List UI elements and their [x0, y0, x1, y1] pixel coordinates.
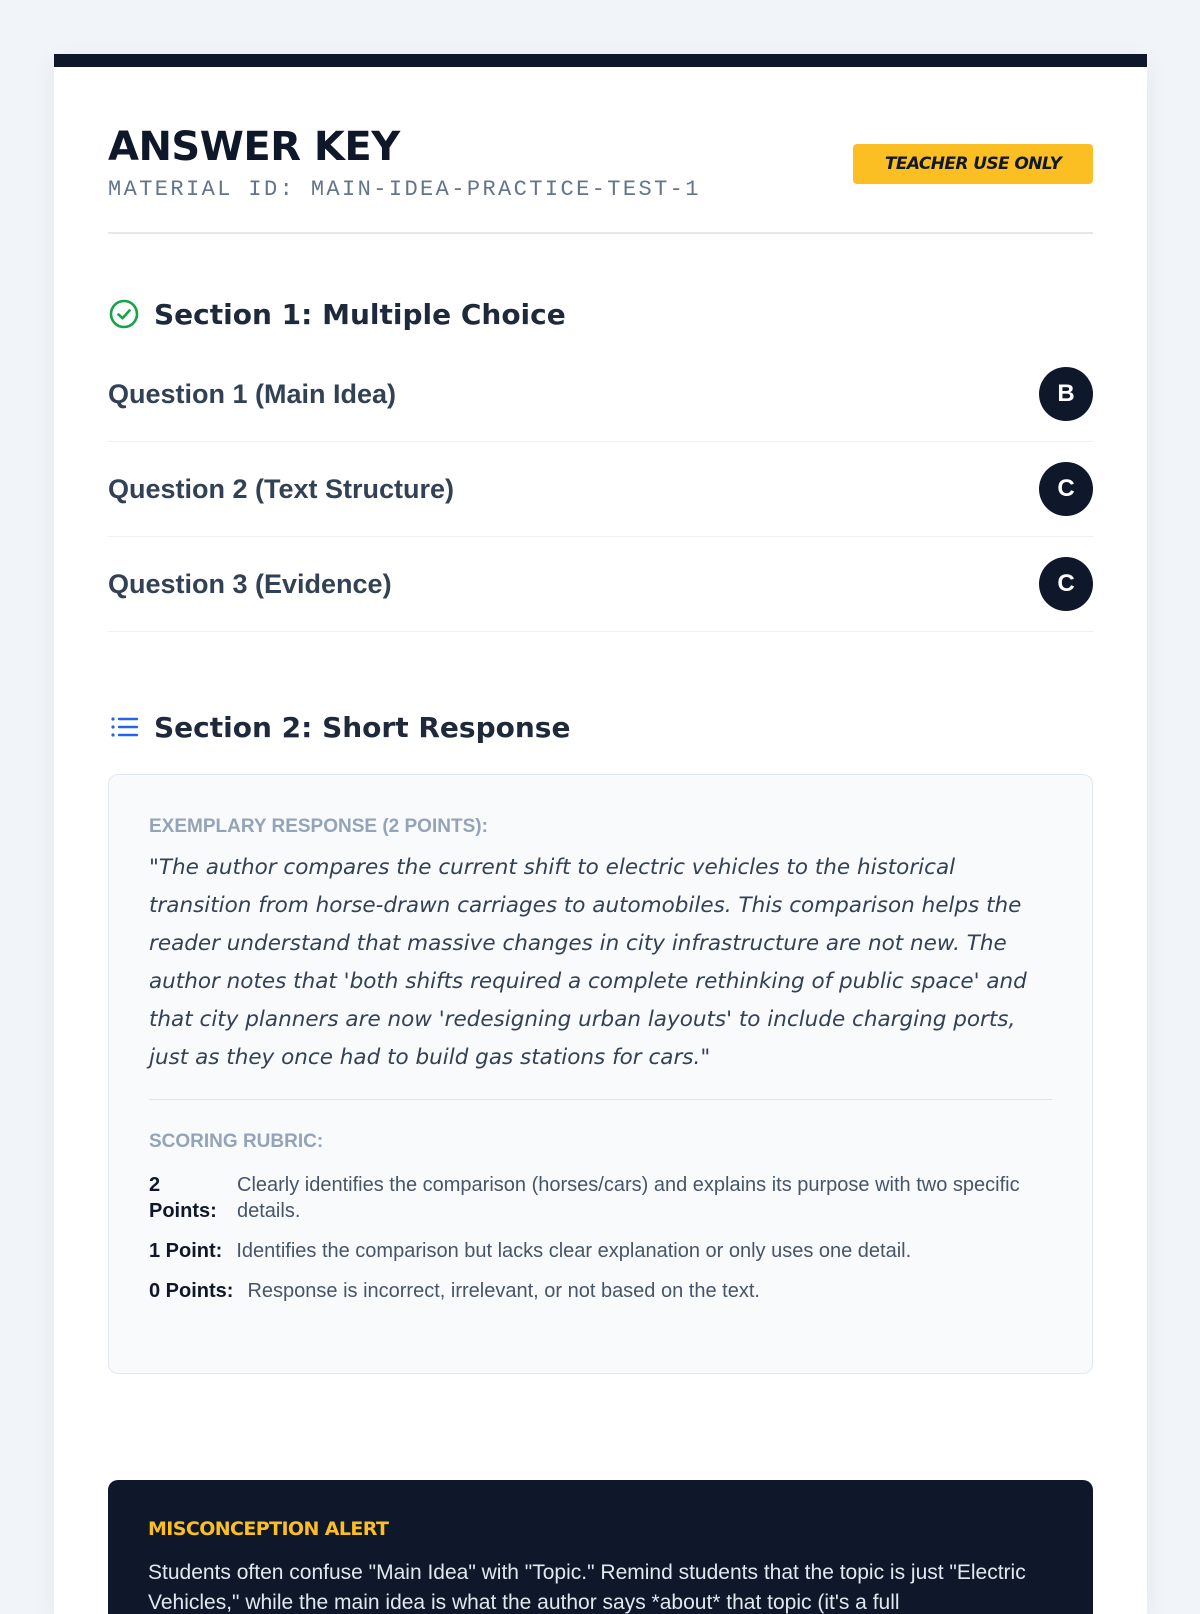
material-id: MATERIAL ID: MAIN-IDEA-PRACTICE-TEST-1 — [108, 177, 701, 202]
answer-badge: B — [1039, 367, 1093, 421]
rubric-description: Response is incorrect, irrelevant, or not based on the text. — [247, 1280, 760, 1302]
short-response-box — [108, 774, 1093, 1374]
rubric-points: 0 Points: — [149, 1280, 234, 1302]
section-1-heading — [108, 294, 566, 334]
rubric-row — [149, 1172, 1052, 1224]
divider — [149, 1099, 1052, 1100]
question-row — [108, 442, 1093, 537]
question-row — [108, 347, 1093, 442]
scoring-rubric-label: SCORING RUBRIC: — [149, 1131, 324, 1152]
exemplary-response-label: EXEMPLARY RESPONSE (2 POINTS): — [149, 816, 488, 837]
misconception-alert — [108, 1480, 1093, 1614]
section-2-heading — [108, 707, 570, 747]
rubric-points: 2 Points: — [149, 1174, 217, 1222]
answer-key-sheet — [54, 54, 1147, 1614]
question-label: Question 1 (Main Idea) — [108, 378, 397, 409]
alert-title: MISCONCEPTION ALERT — [148, 1518, 389, 1540]
rubric-description: Identifies the comparison but lacks clear explanation or only uses one detail. — [236, 1240, 912, 1262]
question-row — [108, 537, 1093, 632]
teacher-use-badge: TEACHER USE ONLY — [853, 144, 1093, 184]
rubric-row — [149, 1238, 1052, 1264]
section-1-title: Section 1: Multiple Choice — [154, 297, 566, 331]
section-2-title: Section 2: Short Response — [154, 710, 571, 744]
rubric-row — [149, 1278, 1052, 1304]
list-icon — [108, 711, 140, 743]
answer-badge: C — [1039, 557, 1093, 611]
page-title: ANSWER KEY — [108, 124, 400, 170]
page-header — [108, 67, 1093, 234]
alert-body: Students often confuse "Main Idea" with "Topic." Remind students that the topic is just "Electric Vehicles," while the main idea is what the author says *about* that topic (it's a full — [148, 1561, 1026, 1614]
answer-badge: C — [1039, 462, 1093, 516]
rubric-points: 1 Point: — [149, 1240, 223, 1262]
rubric-description: Clearly identifies the comparison (horses/cars) and explains its purpose with two specific details. — [237, 1174, 1020, 1222]
multiple-choice-list — [108, 347, 1093, 632]
check-circle-icon — [108, 298, 140, 330]
exemplary-response-text: "The author compares the current shift to electric vehicles to the historical transition from horse-drawn carriages to automobiles. This comparison helps the reader understand that massive changes in city infrastructure are not new. The author notes that 'both shifts required a complete rethinking of public space' and that city planners are now 'redesigning urban layouts' to include charging ports, just as they once had to build gas stations for cars." — [149, 855, 1027, 1070]
question-label: Question 2 (Text Structure) — [108, 473, 455, 504]
question-label: Question 3 (Evidence) — [108, 568, 392, 599]
